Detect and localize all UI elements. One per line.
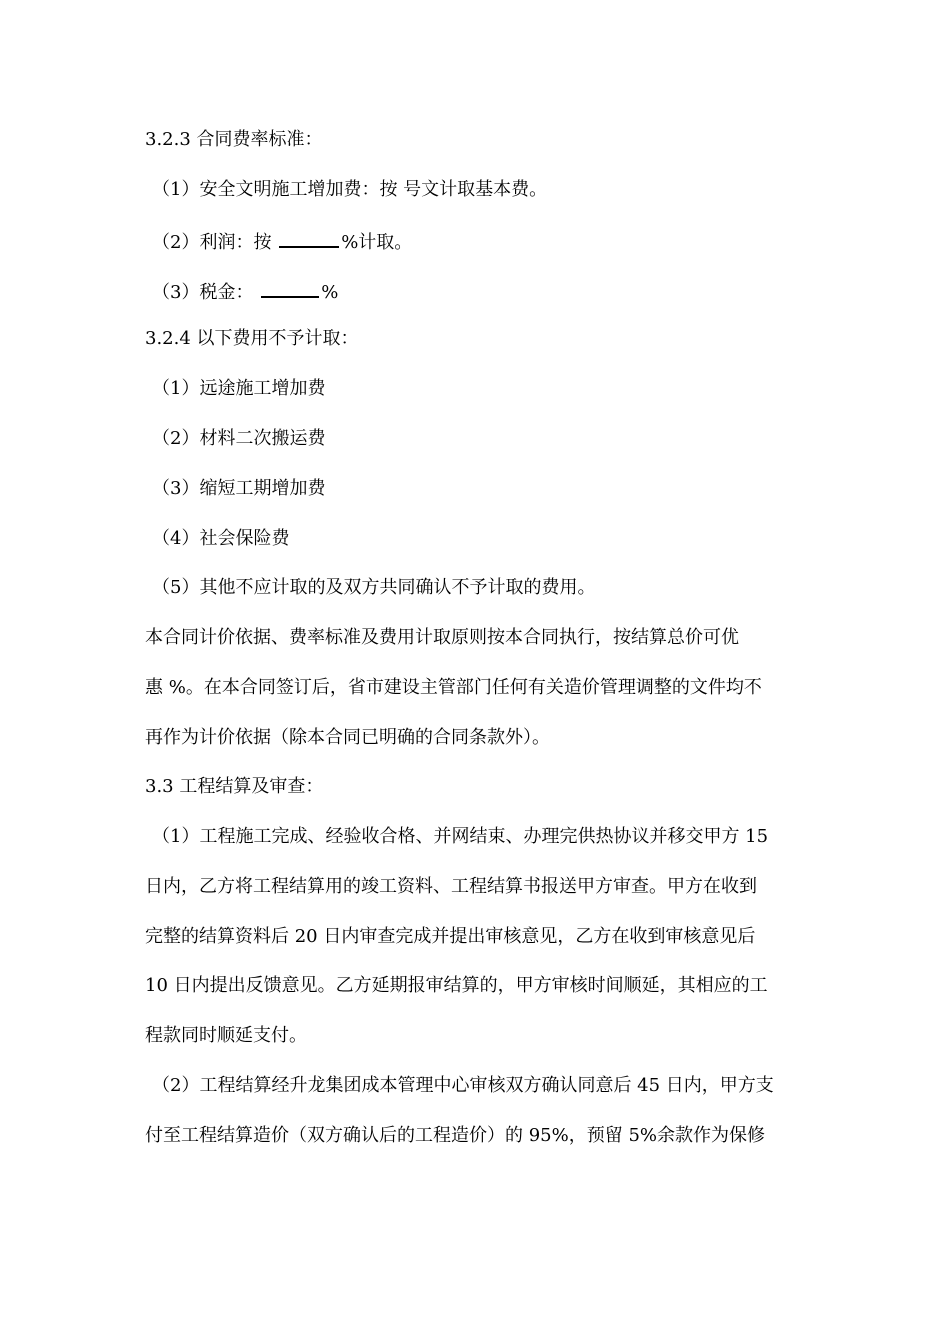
paragraph-settlement-line-3: 完整的结算资料后 20 日内审查完成并提出审核意见，乙方在收到审核意见后 <box>145 926 756 947</box>
section-3-2-4-heading: 3.2.4 以下费用不予计取： <box>145 328 359 349</box>
paragraph-settlement-line-1: （1）工程施工完成、经验收合格、并网结束、办理完供热协议并移交甲方 15 <box>152 826 769 847</box>
item-remote-construction-fee: （1）远途施工增加费 <box>152 378 326 399</box>
paragraph-settlement-line-4: 10 日内提出反馈意见。乙方延期报审结算的，甲方审核时间顺延，其相应的工 <box>145 975 768 996</box>
item-social-insurance-fee: （4）社会保险费 <box>152 528 290 549</box>
item-tax <box>152 278 822 305</box>
item-safety-fee: （1）安全文明施工增加费：按 号文计取基本费。 <box>152 179 548 200</box>
item-secondary-transport-fee: （2）材料二次搬运费 <box>152 428 326 449</box>
item-tax-prefix: （3）税金： <box>152 282 260 303</box>
section-3-3-heading: 3.3 工程结算及审查： <box>145 776 324 797</box>
item-tax-suffix: % <box>321 282 339 303</box>
paragraph-payment-line-1: （2）工程结算经升龙集团成本管理中心审核双方确认同意后 45 日内，甲方支 <box>152 1075 774 1096</box>
paragraph-settlement-line-5: 程款同时顺延支付。 <box>145 1025 307 1046</box>
paragraph-pricing-line-1: 本合同计价依据、费率标准及费用计取原则按本合同执行，按结算总价可优 <box>145 627 739 648</box>
item-profit-prefix: （2）利润：按 <box>152 232 278 253</box>
section-3-2-3-heading: 3.2.3 合同费率标准： <box>145 129 323 150</box>
tax-blank-field <box>261 278 319 298</box>
item-other-fees: （5）其他不应计取的及双方共同确认不予计取的费用。 <box>152 577 596 598</box>
paragraph-pricing-line-3: 再作为计价依据（除本合同已明确的合同条款外）。 <box>145 727 550 748</box>
profit-blank-field <box>279 228 339 248</box>
paragraph-pricing-line-2: 惠 %。在本合同签订后，省市建设主管部门任何有关造价管理调整的文件均不 <box>145 677 762 698</box>
item-shortened-schedule-fee: （3）缩短工期增加费 <box>152 478 326 499</box>
paragraph-payment-line-2: 付至工程结算造价（双方确认后的工程造价）的 95%，预留 5%余款作为保修 <box>145 1125 766 1146</box>
item-profit <box>152 228 822 255</box>
item-profit-suffix: %计取。 <box>341 232 413 253</box>
paragraph-settlement-line-2: 日内，乙方将工程结算用的竣工资料、工程结算书报送甲方审查。甲方在收到 <box>145 876 757 897</box>
